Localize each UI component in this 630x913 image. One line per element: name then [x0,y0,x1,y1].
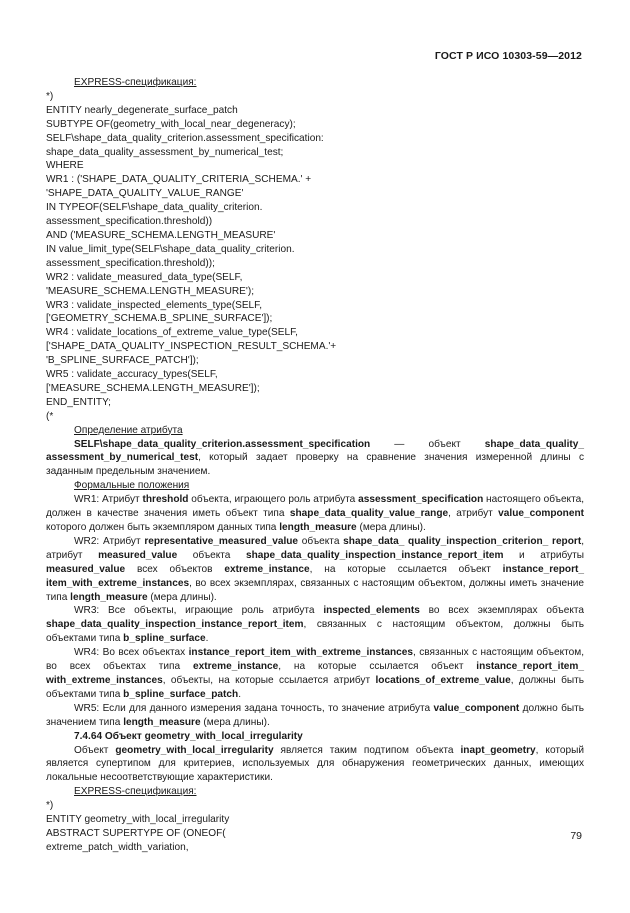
attribute-definition-heading: Определение атрибута [74,424,183,436]
term: inapt_geometry [460,744,536,756]
term: threshold [142,494,189,506]
text-run: WR4: Во всех объектах [74,647,189,659]
section-paragraph [46,744,584,786]
attr-term: shape_data_quality_ assessment_by_numerical_test [46,438,584,464]
term: shape_data_quality_inspection_instance_report_item [245,549,504,561]
text-run: должно быть значением типа [46,702,584,728]
code-line: ENTITY geometry_with_local_irregularity [46,814,230,826]
section-title-text: 7.4.64 Объект geometry_with_local_irregularity [74,730,303,742]
code-line: ['MEASURE_SCHEMA.LENGTH_MEASURE']); [46,382,260,394]
text-run: , атрибут [448,508,499,520]
code-line: shape_data_quality_assessment_by_numerical_test; [46,146,284,158]
code-line: *) [46,800,54,812]
text-run: WR2: Атрибут [74,535,145,547]
text-run: (мера длины). [147,591,217,603]
wr1-paragraph [46,493,584,535]
term: shape_data_quality_inspection_instance_report_item [46,619,304,631]
term: b_spline_surface_patch [123,688,239,700]
term: representative_measured_value [144,535,299,547]
text-run: — объект [370,438,485,450]
term: value_component [433,702,520,714]
code-line: WR2 : validate_measured_data_type(SELF, [46,271,243,283]
wr3-paragraph [46,604,584,646]
term: inspected_elements [323,605,420,617]
text-run: , атрибут [46,535,584,561]
attr-term: SELF\shape_data_quality_criterion.assessment_specification [74,438,371,450]
text-run: , на которые ссылается объект [309,563,503,575]
text-run: объекта [298,535,344,547]
text-run: . [205,633,209,645]
page-number: 79 [570,830,582,842]
wr5-paragraph [46,702,584,730]
express-heading: EXPRESS-спецификация: [74,77,197,88]
text-run: Объект [74,744,116,756]
code-line: WR4 : validate_locations_of_extreme_value_type(SELF, [46,327,298,339]
text-run: , связанных с настоящим объектом, во всех объектах типа [46,647,585,673]
code-line: WHERE [46,160,84,172]
code-line: ['SHAPE_DATA_QUALITY_INSPECTION_RESULT_SCHEMA.'+ [46,341,337,353]
term: value_component [498,508,584,520]
code-line: assessment_specification.threshold)); [46,257,215,269]
code-line: WR1 : ('SHAPE_DATA_QUALITY_CRITERIA_SCHEMA.' + [46,174,312,186]
code-line: END_ENTITY; [46,396,111,408]
code-line: extreme_patch_width_variation, [46,841,189,853]
term: assessment_specification [358,494,484,506]
text-run: и атрибуты [503,549,584,561]
text-run: . [238,688,241,700]
page-header-standard: ГОСТ Р ИСО 10303-59—2012 [434,50,582,62]
code-line: assessment_specification.threshold)) [46,216,213,228]
page-body [46,76,584,855]
code-line: 'SHAPE_DATA_QUALITY_VALUE_RANGE' [46,188,244,200]
term: extreme_instance [224,563,310,575]
code-line: IN value_limit_type(SELF\shape_data_quality_criterion. [46,243,295,255]
text-run: является таким подтипом объекта [273,744,461,756]
text-run: которого должен быть экземпляром данных типа [46,522,280,533]
text-run: , должны быть объектами типа [46,674,585,700]
text-run: WR3: Все объекты, играющие роль атрибута [74,605,324,617]
attribute-definition-paragraph [46,438,584,480]
code-line: SUBTYPE OF(geometry_with_local_near_degeneracy); [46,118,296,130]
code-line: AND ('MEASURE_SCHEMA.LENGTH_MEASURE' [46,229,276,241]
term: instance_report_item_with_extreme_instances [188,647,414,659]
formal-propositions-heading: Формальные положения [74,480,190,492]
term: locations_of_extreme_value [375,674,511,686]
section-title [46,730,584,744]
term: shape_data_ quality_inspection_criterion_ report [343,535,582,547]
text-run: , объекты, на которые ссылается атрибут [162,674,376,686]
code-line: ['GEOMETRY_SCHEMA.B_SPLINE_SURFACE']); [46,313,273,325]
express-code-block [46,90,584,424]
text-run: всех объектов [125,563,225,575]
express-heading: EXPRESS-спецификация: [74,786,197,798]
term: measured_value [46,563,126,575]
text-run: (мера длины). [356,522,426,533]
code-line: 'B_SPLINE_SURFACE_PATCH']); [46,355,199,367]
text-run: , который является супертипом для критериев, используемых для обнаружения геометрических данных, имеющих локальные несоответствующие характеристики. [46,744,584,784]
term: b_spline_surface [123,633,206,645]
text-run: WR1: Атрибут [74,494,143,506]
text-run: WR5: Если для данного измерения задана точность, то значение атрибута [74,702,434,714]
text-run: объекта, играющего роль атрибута [188,494,359,506]
code-line: ABSTRACT SUPERTYPE OF (ONEOF( [46,827,226,839]
text-run: (мера длины). [200,716,270,728]
term: instance_report_ item_with_extreme_instances [46,563,584,589]
text-run: , связанных с настоящим объектом, должны быть объектами типа [46,619,584,645]
code-line: (* [46,410,54,422]
text-run: настоящего объекта, должен в качестве значения иметь объект типа [46,494,585,520]
code-line: SELF\shape_data_quality_criterion.assessment_specification: [46,132,324,144]
text-run: объекта [177,549,246,561]
text-run: , во всех экземплярах, связанных с настоящим объектом, должны иметь значение типа [46,577,584,603]
term: shape_data_quality_value_range [289,508,449,520]
code-line: ENTITY nearly_degenerate_surface_patch [46,104,238,116]
code-line: WR5 : validate_accuracy_types(SELF, [46,369,218,381]
code-line: 'MEASURE_SCHEMA.LENGTH_MEASURE'); [46,285,255,297]
express-code-block [46,799,584,855]
text-run: , который задает проверку на сравнение значения измеренной длины с заданным предельным значением. [46,452,584,478]
term: length_measure [279,522,357,533]
wr4-paragraph [46,646,584,702]
term: length_measure [123,716,201,728]
term: measured_value [98,549,178,561]
text-run: , на которые ссылается объект [278,661,477,673]
term: length_measure [70,591,148,603]
term: extreme_instance [192,661,279,673]
term: geometry_with_local_irregularity [115,744,274,756]
term: instance_report_item_ with_extreme_instances [46,661,585,686]
code-line: *) [46,90,54,102]
text-run: во всех экземплярах объекта [419,605,584,617]
wr2-paragraph [46,535,584,605]
code-line: IN TYPEOF(SELF\shape_data_quality_criterion. [46,202,263,214]
code-line: WR3 : validate_inspected_elements_type(SELF, [46,299,263,311]
